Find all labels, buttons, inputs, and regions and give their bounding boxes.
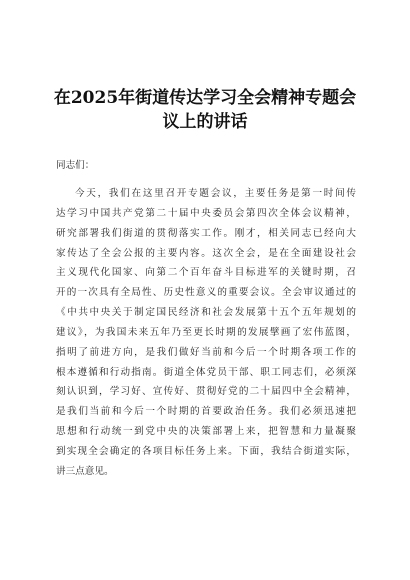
salutation: 同志们：: [56, 160, 95, 171]
paragraph-line: 指明了前进方向，是我们做好当前和今后一个时期各项工作的: [56, 346, 356, 358]
paragraph-line: 达学习中国共产党第二十届中央委员会第四次全体会议精神，: [56, 207, 356, 219]
paragraph-line: 主义现代化国家、向第二个百年奋斗目标进军的关键时期，召: [56, 267, 356, 279]
paragraph-line: 讲三点意见。: [56, 465, 114, 477]
paragraph-line: 《中共中央关于制定国民经济和社会发展第十五个五年规划的: [56, 307, 356, 319]
paragraph-line: 今天，我们在这里召开专题会议，主要任务是第一时间传: [75, 188, 356, 199]
paragraph-line: 研究部署我们街道的贯彻落实工作。刚才，相关同志已经向大: [56, 227, 356, 239]
title-line: 议上的讲话: [162, 112, 248, 132]
paragraph-line: 是我们当前和今后一个时期的首要政治任务。我们必须迅速把: [56, 406, 356, 418]
paragraph-line: 刻认识到，学习好、宣传好、贯彻好党的二十届四中全会精神，: [56, 386, 356, 398]
body-paragraph: [56, 184, 356, 482]
document-title: [50, 86, 360, 134]
paragraph-line: 家传达了全会公报的主要内容。这次全会，是在全面建设社会: [56, 247, 356, 259]
paragraph-line: 到实现全会确定的各项目标任务上来。下面，我结合街道实际，: [56, 445, 356, 457]
title-line: 在2025年街道传达学习全会精神专题会: [53, 88, 357, 108]
paragraph-line: 开的一次具有全局性、历史性意义的重要会议。全会审议通过的: [56, 287, 356, 299]
paragraph-line: 建议》，为我国未来五年乃至更长时期的发展擘画了宏伟蓝图，: [56, 326, 356, 338]
paragraph-line: 思想和行动统一到党中央的决策部署上来，把智慧和力量凝聚: [56, 426, 356, 438]
paragraph-line: 根本遵循和行动指南。街道全体党员干部、职工同志们，必须深: [56, 366, 356, 378]
